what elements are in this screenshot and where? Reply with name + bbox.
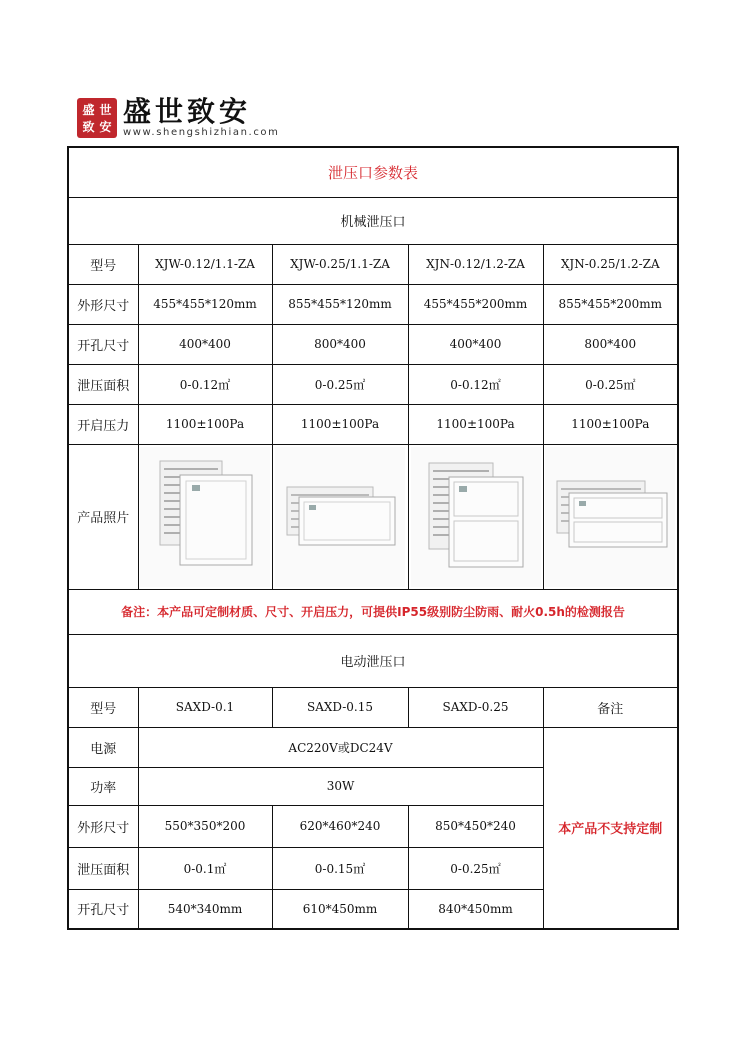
photo-row — [68, 444, 678, 589]
table-row — [68, 364, 678, 404]
table-row — [68, 404, 678, 444]
table-cell: 1100±100Pa — [408, 404, 543, 444]
table-cell: XJW-0.12/1.1-ZA — [138, 244, 272, 284]
table-cell: 0-0.12㎡ — [408, 364, 543, 404]
product-image — [411, 447, 541, 587]
table-cell: 620*460*240 — [272, 805, 408, 847]
product-photo-xjn-025 — [543, 444, 678, 589]
table-cell: 0-0.25㎡ — [543, 364, 678, 404]
section-row — [68, 197, 678, 244]
row-label-opening-size: 开孔尺寸 — [68, 889, 138, 929]
row-label-relief-area: 泄压面积 — [68, 364, 138, 404]
table-cell: SAXD-0.25 — [408, 687, 543, 727]
seal-char: 致 — [82, 119, 95, 134]
table-row — [68, 727, 678, 767]
table-cell: 0-0.1㎡ — [138, 847, 272, 889]
brand-name: 盛世致安 — [123, 94, 252, 128]
table-cell: 400*400 — [138, 324, 272, 364]
table-cell: 1100±100Pa — [272, 404, 408, 444]
electric-section-title: 电动泄压口 — [68, 634, 678, 687]
table-cell: 1100±100Pa — [543, 404, 678, 444]
row-label-model: 型号 — [68, 687, 138, 727]
table-cell: 455*455*200mm — [408, 284, 543, 324]
product-image — [275, 447, 405, 587]
brand-text — [123, 94, 280, 139]
product-photo-xjn-012 — [408, 444, 543, 589]
table-cell: 855*455*120mm — [272, 284, 408, 324]
product-image — [545, 447, 675, 587]
brand-url: www.shengshizhian.com — [123, 126, 280, 138]
table-title-row — [68, 147, 678, 197]
table-cell: 800*400 — [543, 324, 678, 364]
seal-char: 盛 — [82, 102, 95, 117]
row-label-opening-pressure: 开启压力 — [68, 404, 138, 444]
seal-char: 世 — [99, 102, 112, 117]
product-image — [140, 447, 270, 587]
table-cell: 550*350*200 — [138, 805, 272, 847]
product-photo-xjw-012 — [138, 444, 272, 589]
customization-note: 备注：本产品可定制材质、尺寸、开启压力，可提供IP55级别防尘防雨、耐火0.5h的检测报告 — [68, 589, 678, 634]
table-row — [68, 687, 678, 727]
row-label-opening-size: 开孔尺寸 — [68, 324, 138, 364]
table-cell: 455*455*120mm — [138, 284, 272, 324]
parameter-table — [67, 146, 679, 930]
remark-header: 备注 — [543, 687, 678, 727]
table-cell: 1100±100Pa — [138, 404, 272, 444]
brand-logo — [77, 94, 280, 138]
table-cell: 0-0.12㎡ — [138, 364, 272, 404]
row-label-power: 功率 — [68, 767, 138, 805]
power-supply-value: AC220V或DC24V — [138, 727, 543, 767]
table-cell: SAXD-0.1 — [138, 687, 272, 727]
row-label-photo: 产品照片 — [68, 444, 138, 589]
table-cell: XJW-0.25/1.1-ZA — [272, 244, 408, 284]
table-cell: 540*340mm — [138, 889, 272, 929]
table-cell: 840*450mm — [408, 889, 543, 929]
table-cell: 0-0.25㎡ — [408, 847, 543, 889]
table-cell: 850*450*240 — [408, 805, 543, 847]
table-row — [68, 244, 678, 284]
table-cell: 0-0.25㎡ — [272, 364, 408, 404]
table-row — [68, 284, 678, 324]
note-row — [68, 589, 678, 634]
table-cell: SAXD-0.15 — [272, 687, 408, 727]
row-label-power-supply: 电源 — [68, 727, 138, 767]
table-cell: 800*400 — [272, 324, 408, 364]
table-cell: 400*400 — [408, 324, 543, 364]
product-photo-xjw-025 — [272, 444, 408, 589]
seal-logo — [77, 98, 117, 138]
table-cell: XJN-0.25/1.2-ZA — [543, 244, 678, 284]
row-label-model: 型号 — [68, 244, 138, 284]
remark-value: 本产品不支持定制 — [543, 727, 678, 929]
table-title: 泄压口参数表 — [68, 147, 678, 197]
seal-char: 安 — [99, 119, 112, 134]
table-row — [68, 324, 678, 364]
table-cell: 855*455*200mm — [543, 284, 678, 324]
mechanical-section-title: 机械泄压口 — [68, 197, 678, 244]
table-cell: XJN-0.12/1.2-ZA — [408, 244, 543, 284]
row-label-dimensions: 外形尺寸 — [68, 805, 138, 847]
section-row — [68, 634, 678, 687]
row-label-relief-area: 泄压面积 — [68, 847, 138, 889]
row-label-dimensions: 外形尺寸 — [68, 284, 138, 324]
power-value: 30W — [138, 767, 543, 805]
table-cell: 0-0.15㎡ — [272, 847, 408, 889]
table-cell: 610*450mm — [272, 889, 408, 929]
